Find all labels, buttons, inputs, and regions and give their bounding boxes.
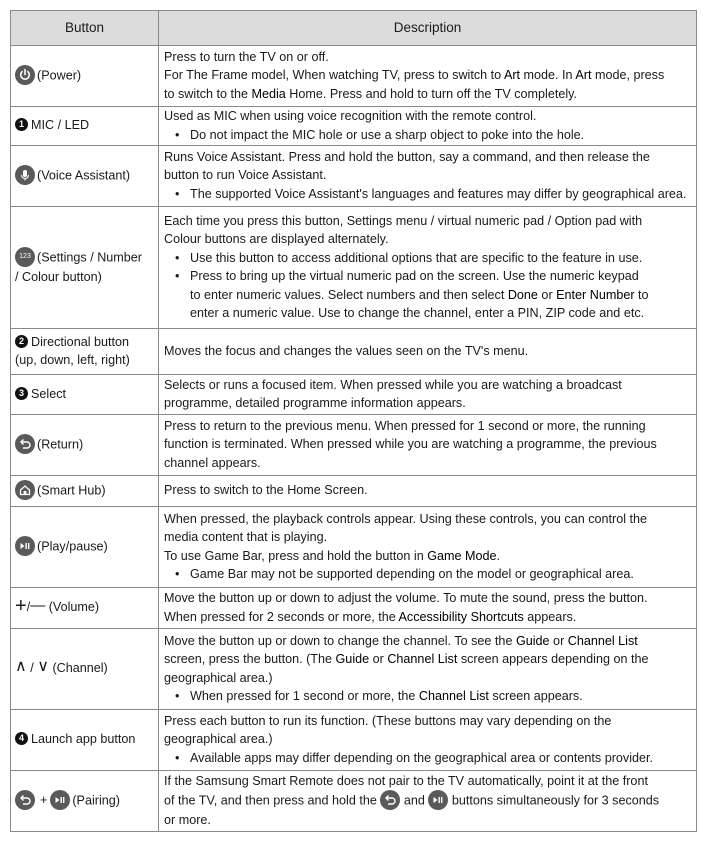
channel-up-icon: ∧ [15,658,27,676]
description-cell [159,771,697,832]
play-pause-icon [50,790,70,810]
description-cell [159,207,697,329]
return-icon [15,790,35,810]
description-cell [159,710,697,771]
button-cell-launch [11,710,159,771]
button-cell-directional [11,329,159,375]
home-icon [15,480,35,500]
table-row [11,507,697,588]
callout-number-2: 2 [15,335,28,348]
description-line: channel appears. [164,455,261,470]
bullet-item: • Available apps may differ depending on the geographical area or contents provider. [164,749,693,768]
button-label: (Return) [37,436,84,451]
button-label: (Power) [37,67,82,82]
remote-buttons-table [10,10,697,832]
bullet-item: • Game Bar may not be supported depending on the model or geographical area. [164,565,693,584]
description-line: function is terminated. When pressed while you are watching a programme, the previous [164,437,657,452]
bullet-continuation: enter a numeric value. Use to change the channel, enter a PIN, ZIP code and etc. [190,306,645,320]
button-label: (Pairing) [72,792,120,807]
button-cell-voice [11,146,159,207]
table-row [11,46,697,107]
table-row [11,588,697,629]
description-line: programme, detailed programme information appears. [164,396,466,410]
table-header-row [11,11,697,46]
table-row [11,771,697,832]
button-label: (Volume) [48,600,100,615]
button-cell-channel [11,629,159,710]
return-icon [380,790,400,810]
description-line: Selects or runs a focused item. When pressed while you are watching a broadcast [164,377,622,392]
button-cell-power [11,46,159,107]
table-row [11,375,697,415]
bullet-item: • When pressed for 1 second or more, the Channel List screen appears. [164,687,693,706]
plus-sign: + [40,792,48,807]
callout-number-4: 4 [15,732,28,745]
button-cell-play [11,507,159,588]
volume-down-icon: — [30,597,46,615]
bullet-item: • Do not impact the MIC hole or use a sharp object to poke into the hole. [164,126,693,145]
description-line: Used as MIC when using voice recognition with the remote control. [164,109,537,123]
table-row [11,329,697,375]
button-label: Launch app button [31,732,136,747]
table-row [11,629,697,710]
description-line: Press to switch to the Home Screen. [164,483,368,498]
description-line: geographical area.) [164,732,273,747]
description-cell [159,507,697,588]
description-line: If the Samsung Smart Remote does not pair to the TV automatically, point it at the front [164,774,648,788]
button-cell-settings [11,207,159,329]
description-line: Runs Voice Assistant. Press and hold the button, say a command, and then release the [164,149,650,164]
slash-separator: / [30,661,34,676]
callout-number-1: 1 [15,118,28,131]
table-row [11,107,697,146]
table-row [11,476,697,507]
button-label-line: 123 (Settings / Number [15,248,154,268]
play-pause-icon [428,790,448,810]
bullet-item: • Press to bring up the virtual numeric pad on the screen. Use the numeric keypad [164,267,693,286]
callout-number-3: 3 [15,387,28,400]
description-line: of the TV, and then press and hold the and buttons simultaneously for 3 seconds [164,791,693,811]
description-line: or more. [164,812,211,827]
description-line: media content that is playing. [164,530,328,544]
button-cell-smarthub [11,476,159,507]
header-button: Button [11,11,159,46]
bullet-continuation: to enter numeric values. Select numbers and then select Done or Enter Number to [190,287,649,302]
button-cell-mic [11,107,159,146]
button-label: (Play/pause) [37,538,108,553]
description-cell [159,146,697,207]
return-icon [15,434,35,454]
description-cell [159,629,697,710]
description-cell [159,375,697,415]
description-line: screen, press the button. (The Guide or Channel List screen appears depending on the [164,652,649,666]
button-label: Select [31,386,67,401]
button-cell-pairing [11,771,159,832]
slash-separator: / [26,600,31,615]
button-label-line: (up, down, left, right) [15,353,130,367]
settings-number-icon: 123 [15,247,35,267]
description-cell [159,46,697,107]
description-line: When pressed for 2 seconds or more, the Accessibility Shortcuts appears. [164,609,577,624]
table-row [11,710,697,771]
table-row [11,415,697,476]
button-label: (Smart Hub) [37,482,106,497]
description-line: Press to return to the previous menu. When pressed for 1 second or more, the running [164,418,646,433]
description-cell [159,588,697,629]
description-line: Colour buttons are displayed alternately. [164,232,389,246]
description-line: Each time you press this button, Settings menu / virtual numeric pad / Option pad with [164,213,643,228]
bullet-item: • Use this button to access additional options that are specific to the feature in use. [164,249,693,268]
microphone-icon [15,165,35,185]
description-line: button to run Voice Assistant. [164,168,327,183]
volume-up-icon: + [15,595,27,618]
description-line: To use Game Bar, press and hold the button in Game Mode. [164,548,501,563]
button-label-line: 2 Directional button [15,333,154,352]
bullet-item: • The supported Voice Assistant's languages and features may differ by geographical area. [164,185,693,204]
play-pause-icon [15,536,35,556]
button-label: (Channel) [52,661,108,676]
button-cell-volume [11,588,159,629]
power-icon [15,65,35,85]
button-label-line: / Colour button) [15,269,102,284]
description-line: Press each button to run its function. (These buttons may vary depending on the [164,713,612,728]
table-row [11,207,697,329]
description-line: For The Frame model, When watching TV, press to switch to Art mode. In Art mode, press [164,68,665,83]
description-line: When pressed, the playback controls appear. Using these controls, you can control the [164,511,648,526]
description-line: Move the button up or down to change the channel. To see the Guide or Channel List [164,633,638,648]
button-cell-select [11,375,159,415]
button-label: MIC / LED [31,118,90,133]
description-line: Moves the focus and changes the values seen on the TV's menu. [164,343,529,358]
description-cell [159,476,697,507]
channel-down-icon: ∨ [37,658,49,676]
table-row [11,146,697,207]
description-cell [159,107,697,146]
button-label: (Voice Assistant) [37,167,131,182]
description-line: Press to turn the TV on or off. [164,49,329,64]
description-line: Move the button up or down to adjust the volume. To mute the sound, press the button. [164,591,648,605]
header-description: Description [159,11,697,46]
description-cell [159,329,697,375]
description-line: to switch to the Media Home. Press and hold to turn off the TV completely. [164,86,578,101]
description-line: geographical area.) [164,670,273,685]
button-cell-return [11,415,159,476]
description-cell [159,415,697,476]
